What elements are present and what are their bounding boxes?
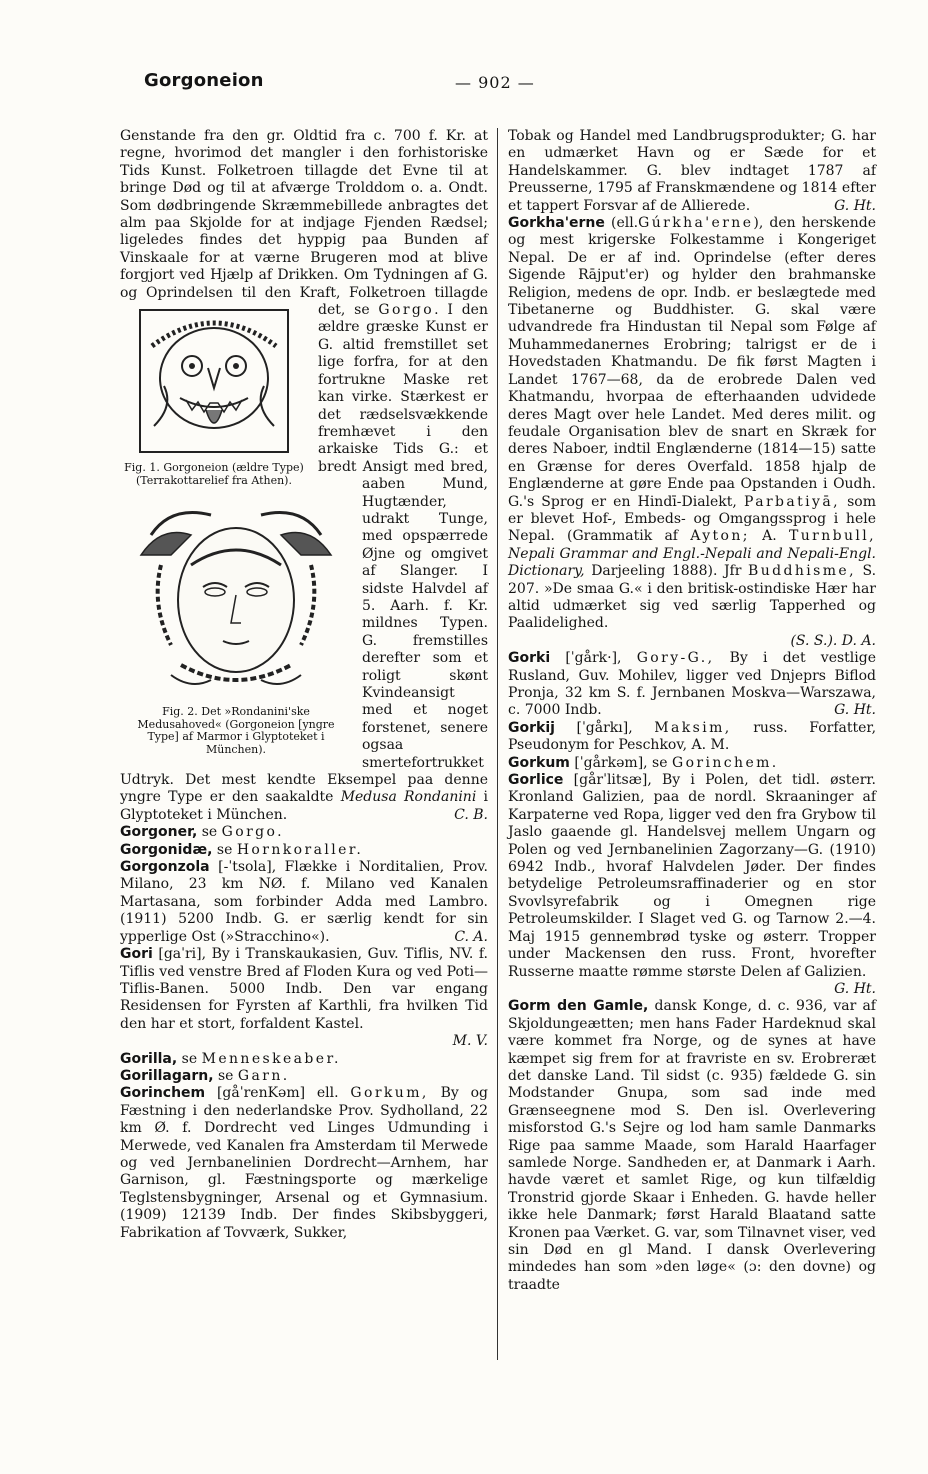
artwork-title: Medusa Rondanini bbox=[340, 789, 477, 806]
cross-reference: Gorgo. bbox=[221, 824, 284, 841]
see-label: se bbox=[216, 841, 233, 858]
cross-reference: Buddhisme, bbox=[748, 563, 856, 580]
entry-text: som er blevet Hof-, Embeds- og Omgangssprog i hele Nepal. (Grammatik af bbox=[508, 493, 876, 545]
entry-text: A. bbox=[762, 528, 777, 545]
headword: Gorlice bbox=[508, 772, 564, 789]
headword: Gorinchem bbox=[120, 1085, 206, 1102]
entry-text: [gårˈlitsæ], By i Polen, det tidl. østerr. Kronland Galizien, paa de nordl. Skraaninger af Karpaterne ved Ropa, ligger ved den fra Grybow til Jaslo gaaende gl. Handelsvej mellem Ungarn og Polen og ved Jernbanelinien Zagorzany—G. (1910) 6942 Indb., hvoraf Halvdelen Jøder. Der findes betydelige Petroleumsraffinaderier og en stor Svovlsyrefabrik og i Omegnen rige Petroleumskilder. I Slaget ved G. og Tarnow 2.—4. Maj 1915 gennembrød tyske og østerr. Tropper under Mackensen den russ. Front, hvorefter Russerne maatte rømme største Delen af Galizien. bbox=[508, 772, 876, 980]
gorgonzola-entry bbox=[120, 859, 488, 946]
headword: Gorkum bbox=[508, 754, 570, 771]
see-label: se bbox=[181, 1050, 198, 1067]
running-head-title: Gorgoneion bbox=[144, 70, 264, 91]
gorki-entry bbox=[508, 650, 876, 720]
gorillagarn-entry bbox=[120, 1068, 488, 1085]
right-column bbox=[508, 128, 876, 1294]
gorkhaerne-entry bbox=[508, 215, 876, 633]
entry-text: By og Fæstning i den nederlandske Prov. Sydholland, 22 km Ø. f. Dordrecht ved Linges Udmunding i Merwede, ved Kanalen fra Amsterdam til Merwede og ved Jernbanelinien Dordrecht—Arnhem, har Garnison, gl. Fæstningsporte og mærkelige Teglstensbygninger, Arsenal og et Gymnasium. (1909) 12139 Indb. Der findes Skibsbyggeri, Fabrikation af Tovværk, Sukker, bbox=[120, 1085, 488, 1241]
gorgonidae-entry bbox=[120, 842, 488, 859]
entry-text: Genstande fra den gr. Oldtid fra c. 700 f. Kr. at regne, hvorimod det mangler i den forhistoriske Tids Kunst. Folketroen tillagde det Evne til at bringe Død og til at afværge Trolddom o. a. Ondt. Som dødbringende Skræmmebillede anbragtes det alm paa Skjolde for at indjage Fjenden Rædsel; ligeledes findes det hyppig paa Bunden af Vinskaale for at værne Brugeren mod at blive forgjort ved Hjælp af Drikken. Om Tydningen af G. og Oprindelsen til den Kraft, Folketroen tillagde det, se bbox=[120, 128, 488, 319]
entry-text: i Glyptoteket i München. bbox=[120, 789, 488, 823]
figure-1-caption: Fig. 1. Gorgoneion (ældre Type) (Terrakottarelief fra Athen). bbox=[124, 461, 304, 487]
medusa-rondanini-illustration bbox=[131, 495, 341, 700]
author-signature: G. Ht. bbox=[834, 980, 876, 997]
author-signature: M. V. bbox=[452, 1033, 488, 1050]
author-signature: G. Ht. bbox=[834, 197, 876, 214]
pronunciation: [gåˈrenKəm] ell. bbox=[216, 1085, 339, 1102]
figure-1 bbox=[120, 306, 308, 487]
entry-text: By i det vestlige Rusland, Guv. Mohilev, ligger ved Dnjeprs Biflod Pronja, 32 km S. f. Jernbanen Moskva—Warszawa, c. 7000 Indb. bbox=[508, 650, 877, 719]
left-column bbox=[120, 128, 488, 1242]
headword: Gorgonzola bbox=[120, 859, 210, 876]
gorkij-entry bbox=[508, 720, 876, 755]
page-header bbox=[0, 70, 928, 104]
gorm-den-gamle-entry bbox=[508, 998, 876, 1294]
gorgoneion-entry bbox=[120, 128, 488, 824]
column-divider bbox=[497, 128, 498, 1360]
gorlice-entry bbox=[508, 772, 876, 981]
entry-text: Stærkest er det rædselsvækkende fremhævet i den arkaiske Tids G.: et bredt Ansigt med bred, aaben Mund, Hugtænder, udrakt Tunge, med opspærrede Øjne og omgivet af Slanger. I sidste Halvdel af 5. Aarh. f. Kr. mildnes Typen. G. fremstilles derefter som et roligt skønt Kvindeansigt med et noget forstenet, senere ogsaa smertefortrukket Udtryk. Det mest kendte Eksempel paa denne yngre Type er den saakaldte bbox=[120, 389, 488, 806]
book-title: Nepali Grammar and Engl.-Nepali and Nepali-Engl. Dictionary, bbox=[508, 545, 876, 580]
entry-text: ), den herskende og mest krigerske Folkestamme i Kongeriget Nepal. De er af ind. Oprindelse (efter deres Sigende Rājput'er) og hylder den brahmanske Religion, medens de opr. Indb. er beslægtede med Tibetanerne og Buddhister. G. skal være udvandrede fra Hindustan til Nepal som Følge af Muhammedanernes Erobring; talrigst er de i Hovedstaden Khatmandu. De fik først Magten i Landet 1767—68, da de erobrede Dalen ved Khatmandu, hvorpaa de efterhaanden udvidede deres Magt over hele Landet. Med deres milit. og feudale Organisation blev de snart en Skræk for deres Naboer, indtil Englænderne (1814—15) satte en Grænse for deres Overfald. 1858 hjalp de Englænderne at gøre Ende paa Opstanden i Oudh. G.'s Sprog er en Hindī-Dialekt, bbox=[508, 215, 876, 510]
page-number: — 902 — bbox=[455, 73, 535, 92]
author-signature: (S. S.). D. A. bbox=[790, 632, 876, 649]
entry-text: (ell. bbox=[610, 215, 639, 232]
figure-2-caption: Fig. 2. Det »Rondanini'ske Medusahoved« (Gorgoneion [yngre Type] af Marmor i Glyptoteket i München). bbox=[137, 705, 335, 756]
headword: Gori bbox=[120, 946, 153, 963]
cross-reference: Hornkoraller. bbox=[236, 841, 364, 858]
cross-reference: Gory-G., bbox=[636, 650, 715, 667]
pronunciation: [ˈgårk·], bbox=[565, 650, 637, 667]
entry-text: dansk Konge, d. c. 936, var af Skjoldungeætten; men hans Fader Hardeknud skal være kommet fra Norge, og de synes at have kæmpet sig frem for at fravriste en sv. Erobreræt det danske Land. Til sidst (c. 935) fældede G. sin Modstander Gnupa, som sad inde med Grænseegnene mod S. Den isl. Overlevering misforstod G.'s Sejre og lod ham samle Danmarks Rige paa samme Maade, som Harald Haarfager samlede Norge. Sandheden er, at Danmark i Aarh. havde været et samlet Rige, og kun tilfældig Tronstrid gjorde Skaar i Enheden. G. havde heller ikke hele Danmark; først Harald Blaatand satte Kronen paa Værket. G. var, som Tilnavnet viser, ved sin Død en gl Mand. I dansk Overlevering mindedes han som »den løge« (ɔ: den dovne) og traadte bbox=[508, 998, 876, 1293]
cross-reference: Gorinchem. bbox=[671, 754, 779, 771]
gorkum-entry bbox=[508, 755, 876, 772]
entry-text: [-ˈtsola], Flække i Norditalien, Prov. Milano, 23 km NØ. f. Milano ved Kanalen Martasana, som forbinder Adda med Lambro. (1911) 5200 Indb. G. er særlig kendt for sin ypperlige Ost (»Stracchino«). bbox=[120, 859, 488, 945]
pronunciation: [ˈgårkı], bbox=[576, 719, 633, 736]
gorgoner-entry bbox=[120, 824, 488, 841]
see-label: se bbox=[217, 1067, 234, 1084]
cross-reference: Gorkum, bbox=[350, 1085, 429, 1102]
entry-text: russ. Forfatter, Pseudonym for Peschkov, A. M. bbox=[508, 719, 877, 754]
author-signature: G. Ht. bbox=[834, 702, 876, 719]
cross-reference: Menneskeaber. bbox=[201, 1050, 341, 1067]
entry-text: S. 207. »De smaa G.« i den britisk-ostindiske Hær har altid udmærket sig ved særlig Tapperhed og Paalidelighed. bbox=[508, 563, 877, 632]
figure-2 bbox=[120, 495, 352, 756]
cross-reference: Gúrkha'erne bbox=[638, 215, 754, 232]
entry-text: . I den ældre græske Kunst er G. altid fremstillet set lige forfra, for at den fortrukne Maske ret kan virke. bbox=[318, 302, 488, 406]
gorgoneion-terracotta-illustration bbox=[134, 306, 294, 456]
cross-reference: Ayton; bbox=[690, 528, 750, 545]
cross-reference: Turnbull, bbox=[788, 528, 877, 545]
entry-text: Tobak og Handel med Landbrugsprodukter; G. har en udmærket Havn og er Sæde for et Handelskammer. G. blev indtaget 1787 af Preusserne, 1795 af Franskmændene og 1814 efter et tappert Forsvar af de Allierede. bbox=[508, 128, 876, 214]
headword: Gorm den Gamle, bbox=[508, 998, 649, 1015]
headword: Gorgonidæ, bbox=[120, 841, 213, 858]
cross-reference: Garn. bbox=[237, 1067, 290, 1084]
headword: Gorkha'erne bbox=[508, 215, 605, 232]
cross-reference: Maksim, bbox=[654, 719, 732, 736]
headword: Gorgoner, bbox=[120, 824, 198, 841]
gorinchem-entry bbox=[120, 1085, 488, 1242]
headword: Gorki bbox=[508, 650, 551, 667]
gorilla-entry bbox=[120, 1051, 488, 1068]
cross-reference: Gorgo bbox=[378, 302, 435, 319]
headword: Gorkij bbox=[508, 719, 555, 736]
headword: Gorilla, bbox=[120, 1050, 178, 1067]
entry-text: [gaˈri], By i Transkaukasien, Guv. Tiflis, NV. f. Tiflis ved venstre Bred af Floden Kura og ved Poti—Tiflis-Banen. 5000 Indb. Den var engang Residensen for Fyrsten af Karthli, fra hvilken Tid den har et stort, forfaldent Kastel. bbox=[120, 946, 488, 1032]
entry-text: Darjeeling 1888). Jfr bbox=[591, 563, 742, 580]
author-signature: C. B. bbox=[454, 806, 488, 823]
author-signature: C. A. bbox=[454, 928, 488, 945]
entry-text: [ˈgårkəm], se bbox=[574, 754, 668, 771]
gorinchem-continuation bbox=[508, 128, 876, 215]
see-label: se bbox=[201, 824, 218, 841]
headword: Gorillagarn, bbox=[120, 1067, 214, 1084]
cross-reference: Parbatiyā, bbox=[744, 493, 840, 510]
gori-entry bbox=[120, 946, 488, 1033]
